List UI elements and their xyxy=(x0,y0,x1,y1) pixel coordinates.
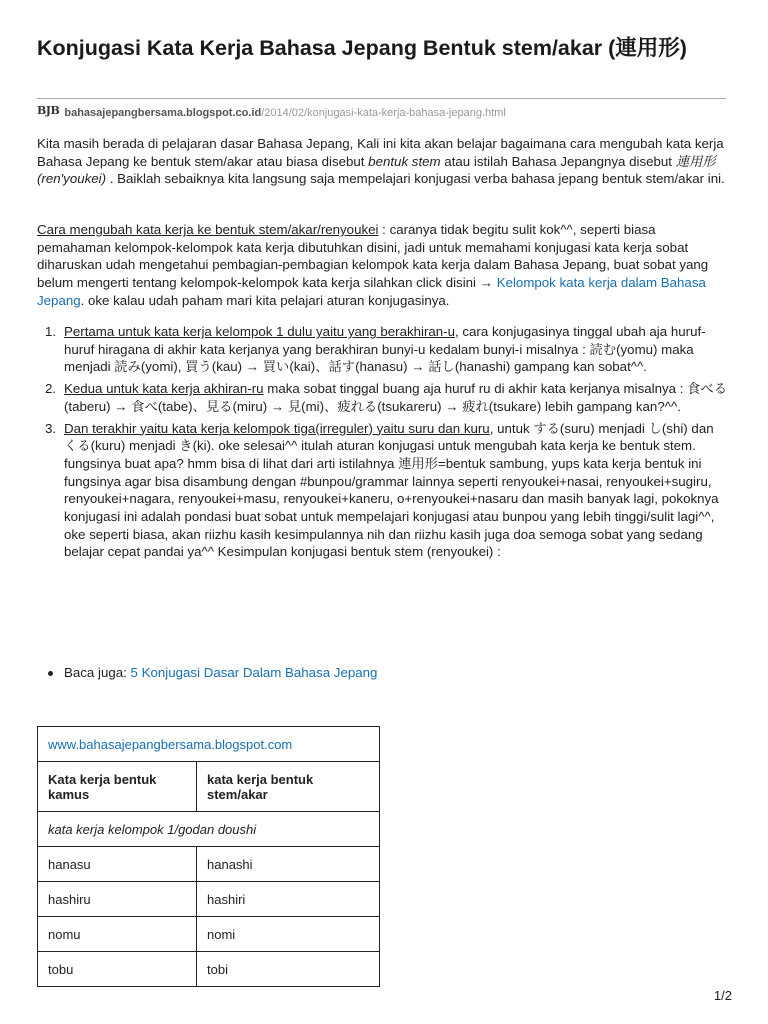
table-row xyxy=(38,812,380,847)
table-row xyxy=(38,917,380,952)
list-number: 2. xyxy=(45,381,57,397)
table-cell: tobu xyxy=(38,952,197,987)
source-line xyxy=(37,103,506,121)
table-cell: nomu xyxy=(38,917,197,952)
source-domain[interactable]: bahasajepangbersama.blogspot.co.id xyxy=(64,107,262,119)
intro-part2: atau istilah Bahasa Jepangnya disebut xyxy=(440,153,676,169)
method-paragraph xyxy=(37,221,727,310)
table-cell: hashiru xyxy=(38,882,197,917)
page-number: 1/2 xyxy=(713,988,732,1003)
intro-paragraph xyxy=(37,135,727,188)
table-cell: hanashi xyxy=(197,847,380,882)
conjugation-steps-list xyxy=(37,323,727,565)
step-lead: Pertama untuk kata kerja kelompok 1 dulu yaitu yang berakhiran-u xyxy=(64,324,455,339)
bullet-icon xyxy=(48,671,53,676)
step-lead: Dan terakhir yaitu kata kerja kelompok tiga(irreguler) yaitu suru dan kuru xyxy=(64,420,490,436)
method-heading: Cara mengubah kata kerja ke bentuk stem/akar/renyoukei xyxy=(37,222,379,237)
title-divider xyxy=(37,98,726,99)
list-item xyxy=(37,323,727,376)
site-logo: BJB xyxy=(37,104,60,117)
intro-term-bentuk-stem: bentuk stem xyxy=(368,153,441,169)
kelompok-kata-kerja-link[interactable]: Kelompok kata kerja dalam Bahasa Jepang xyxy=(37,275,706,308)
step-lead: Kedua untuk kata kerja akhiran-ru xyxy=(64,381,264,397)
table-cell: nomi xyxy=(197,917,380,952)
table-row xyxy=(38,847,380,882)
method-text: : caranya tidak begitu sulit kok^^, seperti biasa pemahaman kelompok-kelompok kata kerja dibutuhkan disini, jadi untuk memahami konjugasi kata kerja sobat diharuskan udah mengetahui pembagian-pembagian kelompok kata kerja dalam Bahasa Jepang, buat sobat yang belum mengerti tentang kelompok-kelompok kata kerja silahkan click disini → xyxy=(37,222,709,291)
table-cell: hanasu xyxy=(38,847,197,882)
intro-term-renyoukei: 連用形(ren'youkei) xyxy=(37,153,716,187)
list-item xyxy=(37,420,727,562)
step-text: , cara konjugasinya tinggal ubah aja huruf-huruf hiragana di akhir kata kerjanya yang berakhiran bunyi-u kedalam bunyi-i misalnya : 読む(yomu) maka menjadi 読み(yomi), 買う(kau) → 買い(kai)、話す(hanasu) → 話し(hanashi) gampang kan sobat^^. xyxy=(64,324,706,375)
intro-part1: Kita masih berada di pelajaran dasar Bahasa Jepang, Kali ini kita akan belajar bagaimana cara mengubah kata kerja Bahasa Jepang ke bentuk stem/akar atau biasa disebut xyxy=(37,136,724,169)
list-item xyxy=(37,380,727,415)
list-number: 3. xyxy=(45,420,57,436)
table-row xyxy=(38,882,380,917)
method-text2: . oke kalau udah paham mari kita pelajari aturan konjugasinya. xyxy=(80,292,450,308)
see-also-label: Baca juga: xyxy=(64,665,131,680)
table-header-row xyxy=(38,762,380,812)
conjugation-table xyxy=(37,726,380,987)
table-cell: hashiri xyxy=(197,882,380,917)
table-site-link[interactable]: www.bahasajepangbersama.blogspot.com xyxy=(38,727,380,762)
list-number: 1. xyxy=(45,324,57,339)
table-row xyxy=(38,952,380,987)
table-row xyxy=(38,727,380,762)
intro-part3: . Baiklah sebaiknya kita langsung saja mempelajari konjugasi verba bahasa jepang bentuk stem/akar ini. xyxy=(106,171,725,187)
column-header-stem: kata kerja bentuk stem/akar xyxy=(197,762,380,812)
table-cell: tobi xyxy=(197,952,380,987)
step-text: maka sobat tinggal buang aja huruf ru di akhir kata kerjanya misalnya : 食べる(taberu) → 食べ(tabe)、見る(miru) → 見(mi)、疲れる(tsukareru) → 疲れ(tsukare) lebih gampang kan?^^. xyxy=(64,381,727,414)
page-title: Konjugasi Kata Kerja Bahasa Jepang Bentuk stem/akar (連用形) xyxy=(37,36,687,60)
step-text: , untuk する(suru) menjadi し(shi) dan くる(kuru) menjadi き(ki). oke selesai^^ itulah aturan konjugasi untuk mengubah kata kerja ke bentuk stem. fungsinya buat apa? hmm bisa di lihat dari arti istilahnya 連用形=bentuk sambung, yups kata kerja bentuk ini fungsinya agar bisa disambung dengan #bunpou/grammar lainnya seperti renyoukei+nasai, renyoukei+sugiru, renyoukei+nagara, renyoukei+masu, renyoukei+kaneru, o+renyoukei+nasaru dan masih banyak lagi, pokoknya konjugasi ini adalah pondasi buat sobat untuk mempelajari konjugasi atau bunpou yang lebih tinggi/sulit lagi^^, oke seperti biasa, akan riizhu kasih kesimpulannya nih dan riizhu kasih juga doa semoga sobat yang sedang belajar cepat pandai ya^^ Kesimpulan konjugasi bentuk stem (renyoukei) : xyxy=(64,420,719,560)
source-path[interactable]: /2014/02/konjugasi-kata-kerja-bahasa-jepang.html xyxy=(261,107,506,119)
column-header-kamus: Kata kerja bentuk kamus xyxy=(38,762,197,812)
see-also-item xyxy=(37,664,727,682)
group-label-cell: kata kerja kelompok 1/godan doushi xyxy=(38,812,380,847)
konjugasi-dasar-link[interactable]: 5 Konjugasi Dasar Dalam Bahasa Jepang xyxy=(130,665,378,680)
